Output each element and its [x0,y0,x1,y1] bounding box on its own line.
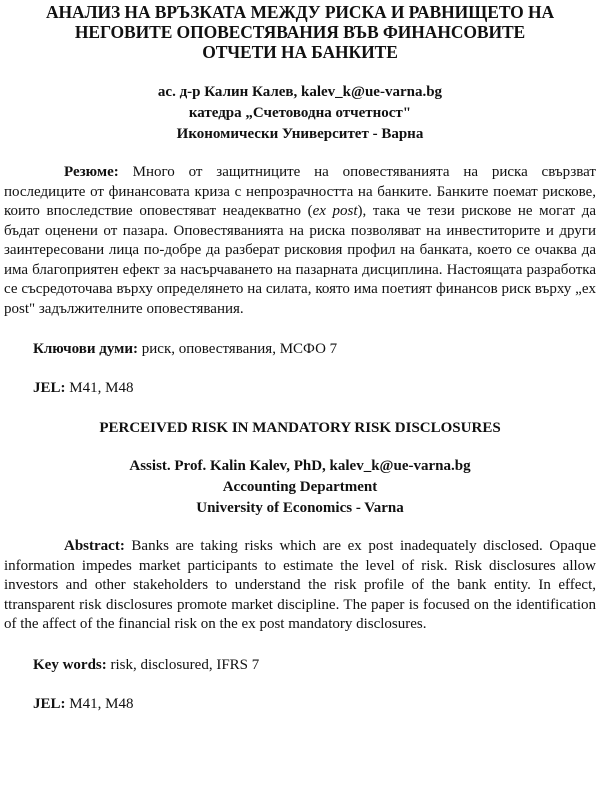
bg-abstract-text-2: ), така че тези рискове не могат да бъдат оценени от пазара. Оповестяванията на риска позволяват на инвеститорите и други заинтересовани лица по-добре да разберат рисковия профил на банката, което се очаква да има благоприятен ефект за насърчаването на пазарната дисциплина. Настоящата разработка се съсредоточава върху определянето на силата, която има поетият финансов риск върху „ex post" задължителните оповестявания. [4,203,597,317]
en-abstract-text: Banks are taking risks which are ex post inadequately disclosed. Opaque information impedes market participants to estimate the level of risk. Risk disclosures allow investors and other stakeholders to understand the risk profile of the bank entity. In effect, ttransparent risk disclosures promote market discipline. The paper is focused on the identification of the affect of the financial risk on the ex post mandatory disclosures. [4,538,596,632]
bg-title-line: АНАЛИЗ НА ВРЪЗКАТА МЕЖДУ РИСКА И РАВНИЩЕТО НА [45,2,555,22]
en-jel-label: JEL: [33,695,66,712]
en-keywords-value: risk, disclosured, IFRS 7 [106,656,260,673]
bg-jel-label: JEL: [33,380,66,396]
bg-keywords-value: риск, оповестявания, МСФО 7 [138,341,338,357]
bg-abstract-italic: ex post [312,203,358,219]
bg-title-line: ОТЧЕТИ НА БАНКИТЕ [202,42,398,62]
bg-title-line: НЕГОВИТЕ ОПОВЕСТЯВАНИЯ ВЪВ ФИНАНСОВИТЕ [74,22,526,42]
en-jel [33,694,600,714]
en-abstract-label: Abstract: [64,538,125,554]
bg-abstract [4,163,596,319]
bg-keywords [33,339,600,359]
bg-jel-value: M41, M48 [65,380,134,396]
en-keywords [33,655,600,675]
en-keywords-label: Key words: [33,656,107,673]
bg-jel [33,378,600,398]
bg-university: Икономически Университет - Варна [176,126,424,142]
bg-author-block [0,82,600,145]
en-title: PERCEIVED RISK IN MANDATORY RISK DISCLOSURES [99,420,501,436]
en-author: Assist. Prof. Kalin Kalev, PhD, kalev_k@ue-varna.bg [129,458,471,474]
bg-keywords-label: Ключови думи: [33,341,139,357]
bg-title [6,2,594,62]
bg-abstract-text-1: Много от защитниците на оповестяванията на риска свързват последиците от финансовата криза с непрозрачността на банките. Банките поемат рискове, които впоследствие оповестяват неадекватно ( [4,164,596,219]
en-author-block [0,456,600,519]
paper-page [0,2,600,802]
bg-department: катедра „Счетоводна отчетност" [188,105,412,121]
bg-author: ас. д-р Калин Калев, kalev_k@ue-varna.bg [157,84,443,100]
bg-abstract-label: Резюме: [64,164,119,180]
en-university: University of Economics - Varna [196,500,404,516]
en-abstract [4,537,596,635]
en-jel-value: M41, M48 [65,695,134,712]
en-department: Accounting Department [222,479,378,495]
